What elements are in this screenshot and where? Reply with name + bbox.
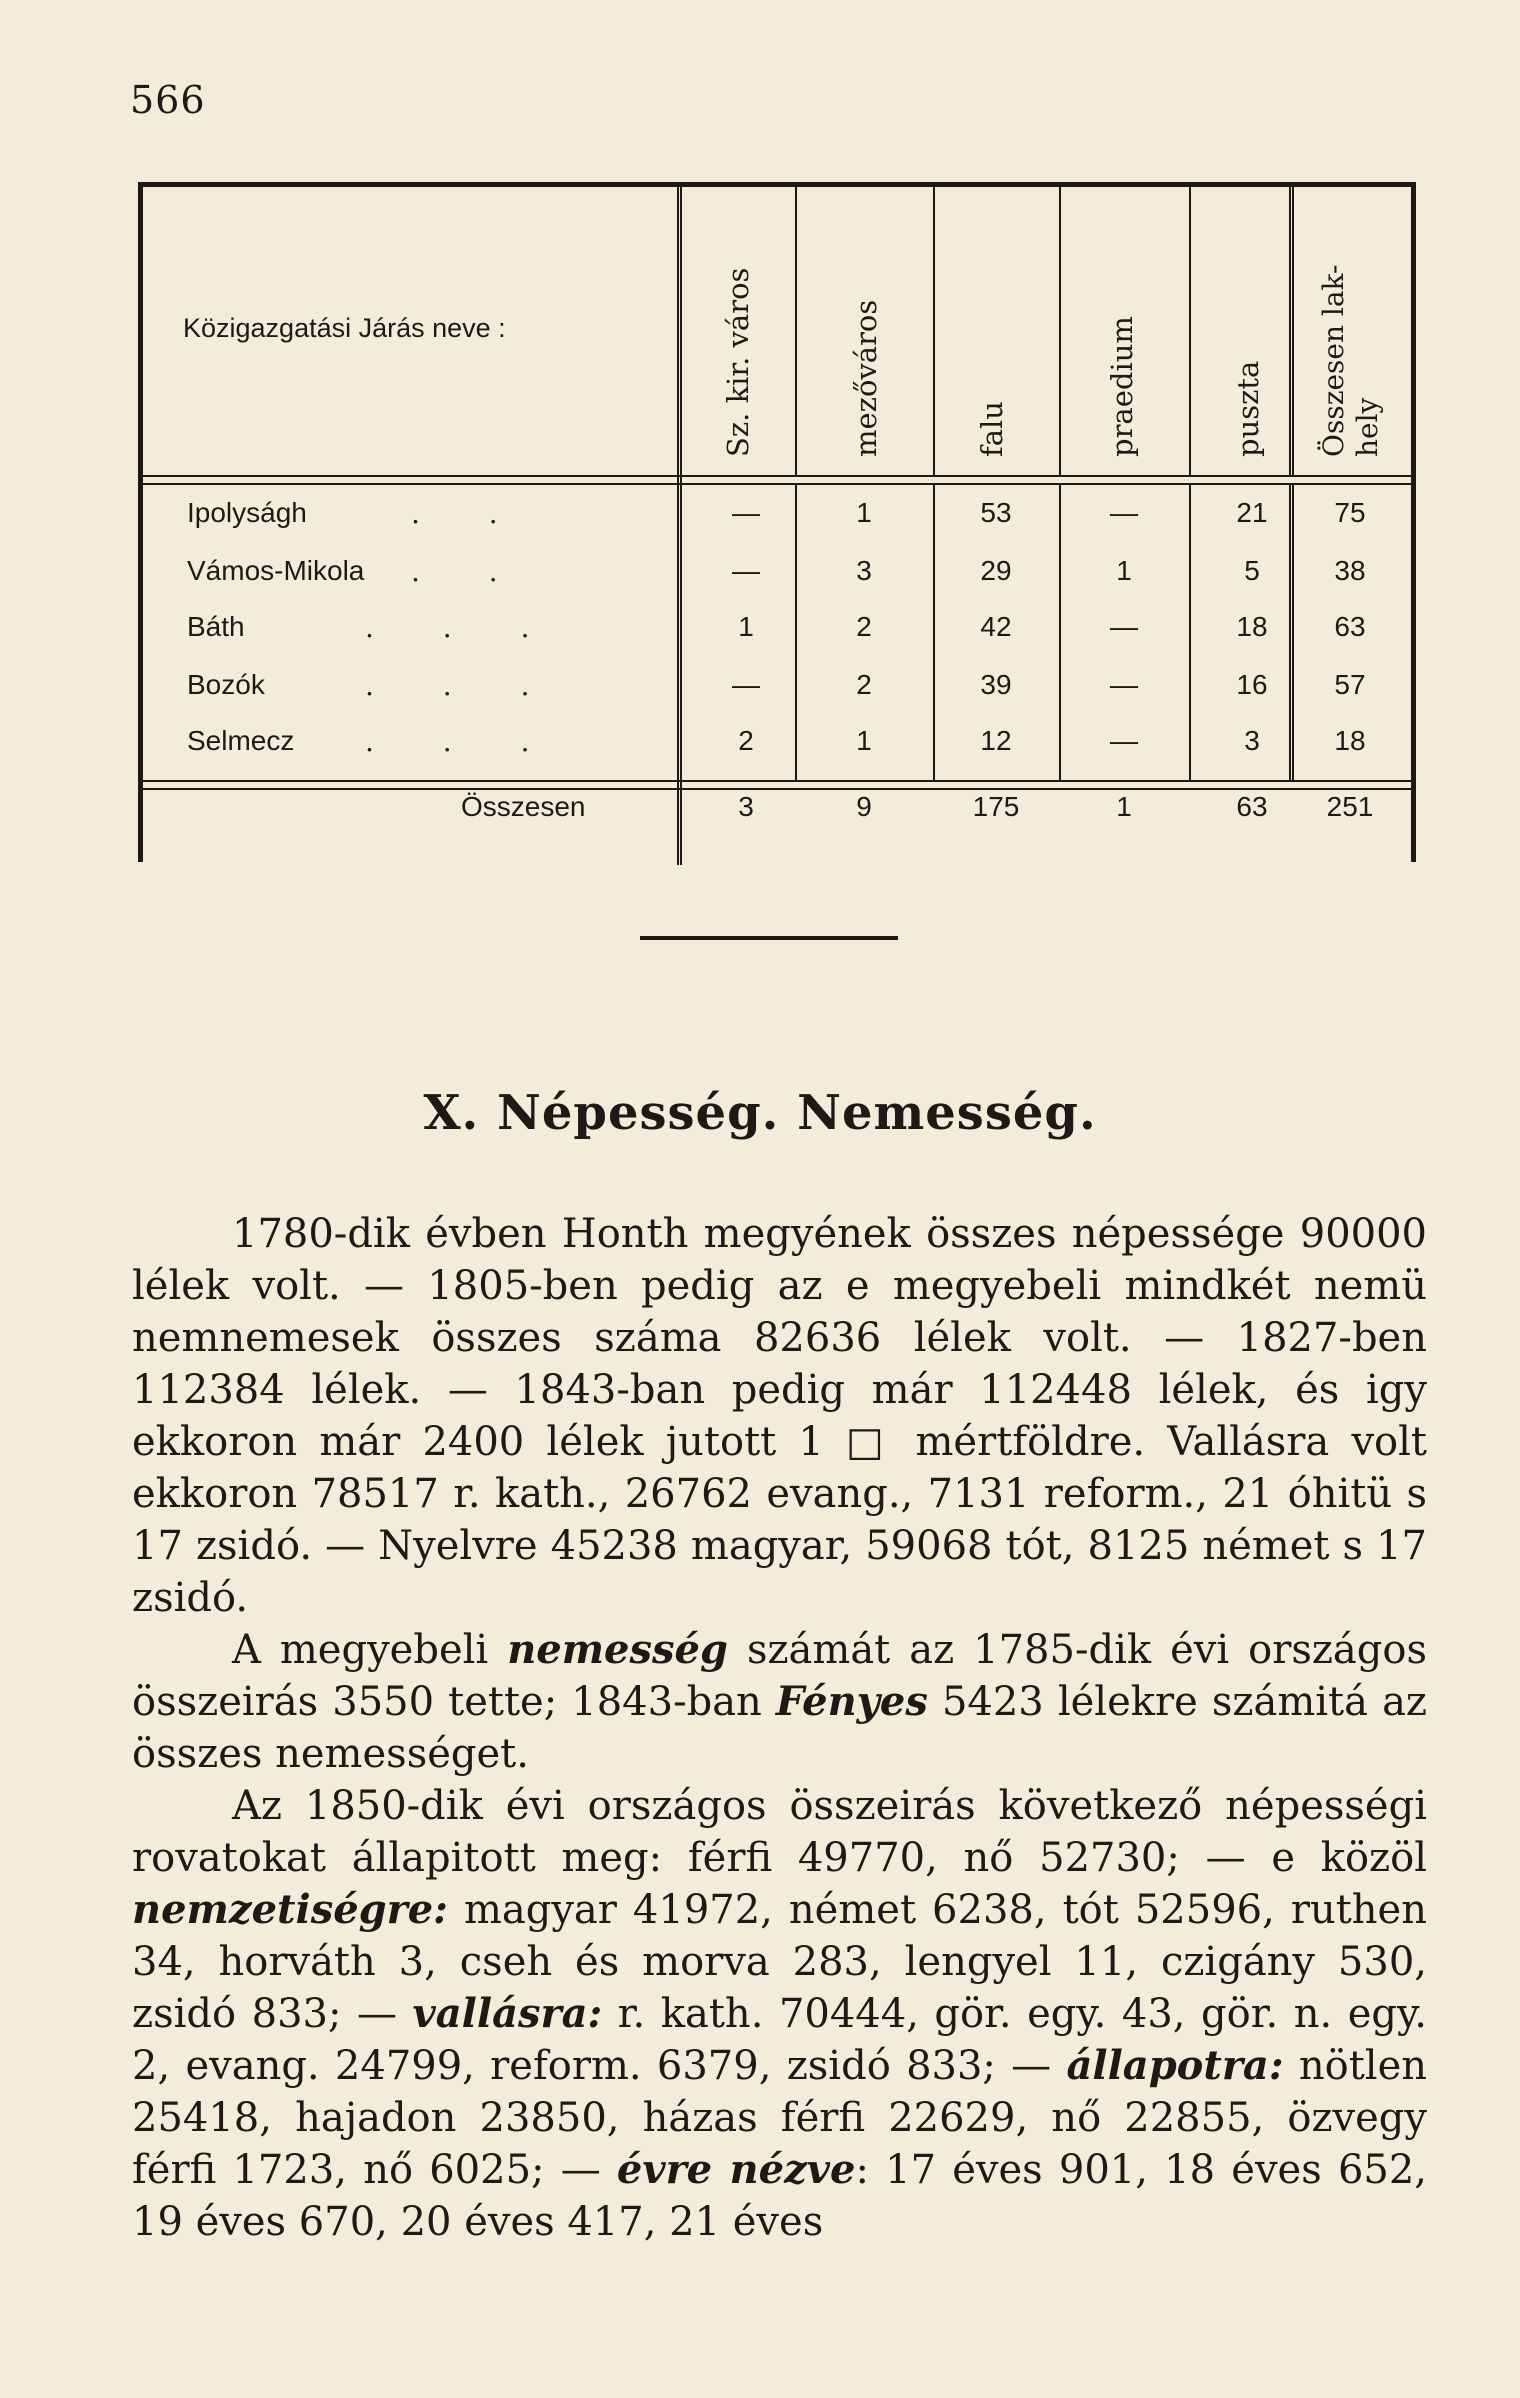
- emphasis: évre nézve: [616, 2146, 856, 2193]
- table-cell: —: [1110, 725, 1138, 756]
- emphasis: nemzetiségre:: [132, 1886, 448, 1933]
- column-divider: [1059, 483, 1061, 780]
- total-rule-double: [143, 788, 1411, 790]
- column-header-sz-kir-varos: Sz. kir. város: [721, 267, 755, 457]
- table-cell: 16: [1236, 669, 1268, 700]
- leader-dots: . .: [411, 497, 528, 530]
- table-cell: 12: [980, 725, 1012, 756]
- total-cell: 175: [972, 791, 1020, 822]
- table-cell: 57: [1334, 669, 1366, 700]
- text: számát az 1785-dik évi országos összeirás 3550 tette; 1843-ban: [132, 1627, 1427, 1725]
- table-cell: 2: [856, 611, 872, 642]
- total-cell: 251: [1326, 791, 1374, 822]
- paragraph-nobility: [132, 1624, 1427, 1780]
- leader-dots: . . .: [365, 669, 560, 702]
- table-cell: 75: [1334, 497, 1366, 528]
- row-name: Vámos-Mikola: [187, 555, 365, 586]
- emphasis: Fényes: [775, 1678, 928, 1725]
- leader-dots: . .: [411, 555, 528, 588]
- paragraph-census-1850: [132, 1780, 1427, 2248]
- text: 5423 lélekre számitá az összes nemességet.: [132, 1679, 1427, 1777]
- table-cell: 39: [980, 669, 1012, 700]
- column-divider: [677, 187, 682, 865]
- column-divider: [1289, 187, 1294, 475]
- column-divider: [795, 483, 797, 780]
- statistics-table: [138, 182, 1416, 862]
- column-divider: [1189, 187, 1191, 475]
- leader-dots: . . .: [365, 611, 560, 644]
- table-cell: 42: [980, 611, 1012, 642]
- section-separator: [640, 936, 898, 940]
- table-cell: 3: [856, 555, 872, 586]
- header-rule: [143, 475, 1411, 477]
- text: magyar 41972, német 6238, tót 52596, ruthen 34, horváth 3, cseh és morva 283, lengyel 11, czigány 530, zsidó 833; —: [132, 1887, 1427, 2037]
- total-rule: [143, 780, 1411, 782]
- row-name: Báth: [187, 611, 245, 642]
- table-cell: —: [1110, 497, 1138, 528]
- column-header-puszta: puszta: [1231, 360, 1265, 457]
- table-cell: 18: [1334, 725, 1366, 756]
- table-cell: 5: [1244, 555, 1260, 586]
- table-cell: 1: [856, 497, 872, 528]
- text: : 17 éves 901, 18 éves 652, 19 éves 670, 20 éves 417, 21 éves: [132, 2147, 1427, 2245]
- district-name-header: Közigazgatási Járás neve :: [183, 313, 506, 343]
- column-header-osszesen-lakhely: Összesen lak-hely: [1317, 264, 1384, 457]
- header-rule-double: [143, 483, 1411, 485]
- total-cell: 63: [1236, 791, 1268, 822]
- text: Az 1850-dik évi országos összeirás következő népességi rovatokat állapitott meg: férfi 49770, nő 52730; — e közöl: [132, 1783, 1427, 1881]
- emphasis: nemesség: [507, 1626, 728, 1673]
- section-title: X. Népesség. Nemesség.: [423, 1085, 1097, 1141]
- table-cell: 38: [1334, 555, 1366, 586]
- table-cell: 1: [856, 725, 872, 756]
- column-header-mezovaros: mezőváros: [849, 299, 883, 457]
- column-header-falu: falu: [975, 401, 1009, 457]
- table-cell: 63: [1334, 611, 1366, 642]
- column-divider: [933, 483, 935, 780]
- table-cell: 29: [980, 555, 1012, 586]
- table-cell: —: [1110, 611, 1138, 642]
- column-divider: [933, 187, 935, 475]
- text: A megyebeli: [232, 1627, 508, 1673]
- table-cell: 2: [856, 669, 872, 700]
- table-cell: 1: [738, 611, 754, 642]
- table-cell: 3: [1244, 725, 1260, 756]
- leader-dots: . . .: [365, 725, 560, 758]
- row-name: Bozók: [187, 669, 265, 700]
- total-cell: 9: [856, 791, 872, 822]
- table-cell: 53: [980, 497, 1012, 528]
- text: r. kath. 70444, gör. egy. 43, gör. n. egy. 2, evang. 24799, reform. 6379, zsidó 833; —: [132, 1991, 1427, 2089]
- table-cell: 18: [1236, 611, 1268, 642]
- table-cell: —: [1110, 669, 1138, 700]
- emphasis: állapotra:: [1066, 2042, 1284, 2089]
- column-divider: [795, 187, 797, 475]
- table-cell: 1: [1116, 555, 1132, 586]
- column-divider: [1189, 483, 1191, 780]
- page-number: 566: [130, 78, 206, 122]
- emphasis: vallásra:: [412, 1990, 603, 2037]
- column-divider: [1059, 187, 1061, 475]
- total-cell: 3: [738, 791, 754, 822]
- column-header-praedium: praedium: [1105, 316, 1139, 457]
- text: nötlen 25418, hajadon 23850, házas férfi 22629, nő 22855, özvegy férfi 1723, nő 6025; —: [132, 2043, 1428, 2193]
- total-label: Összesen: [461, 791, 586, 822]
- table-cell: —: [732, 555, 760, 586]
- table-cell: 2: [738, 725, 754, 756]
- table-cell: —: [732, 497, 760, 528]
- total-cell: 1: [1116, 791, 1132, 822]
- table-cell: 21: [1236, 497, 1268, 528]
- table-cell: —: [732, 669, 760, 700]
- row-name: Selmecz: [187, 725, 295, 756]
- paragraph-population: 1780-dik évben Honth megyének összes népessége 90000 lélek volt. — 1805-ben pedig az e megyebeli mindkét nemü nemnemesek összes száma 82636 lélek volt. — 1827-ben 112384 lélek. — 1843-ban pedig már 112448 lélek, és igy ekkoron már 2400 lélek jutott 1 □ mértföldre. Vallásra volt ekkoron 78517 r. kath., 26762 evang., 7131 reform., 21 óhitü s 17 zsidó. — Nyelvre 45238 magyar, 59068 tót, 8125 német s 17 zsidó.: [132, 1211, 1427, 1621]
- row-name: Ipolyságh: [187, 497, 307, 528]
